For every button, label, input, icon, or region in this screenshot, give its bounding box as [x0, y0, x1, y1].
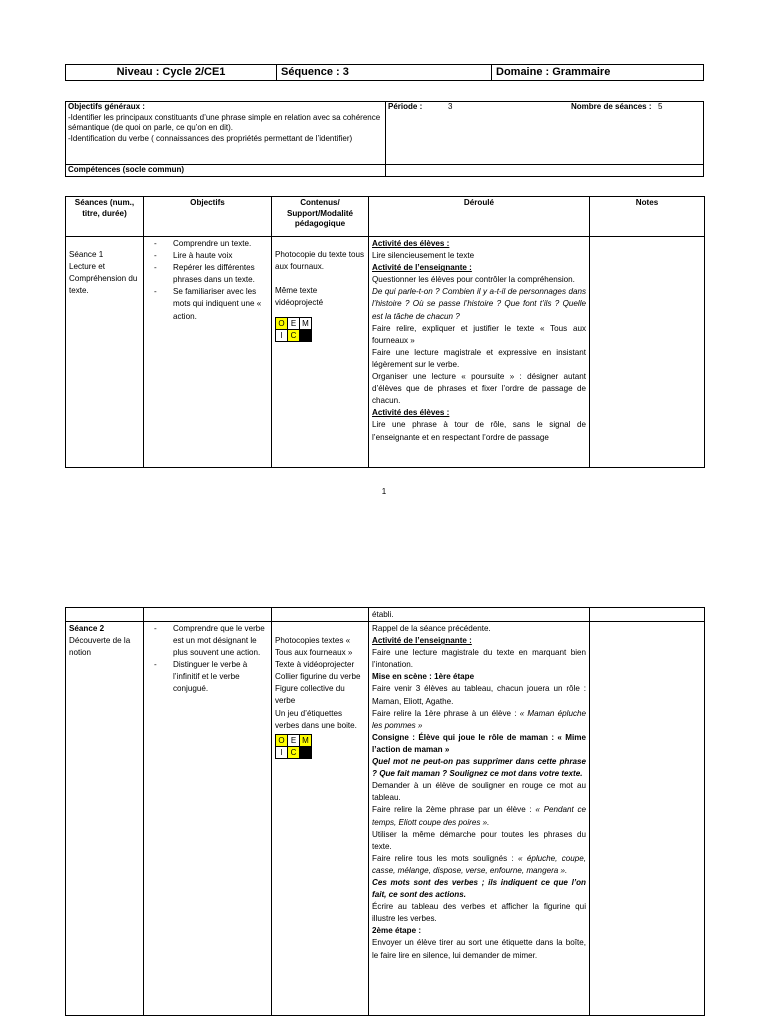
- deroule-text: Lire silencieusement le texte: [372, 251, 475, 261]
- list-item: - Se familiariser avec les mots qui indiquent une « action.: [147, 286, 268, 322]
- domaine: Domaine : Grammaire: [492, 65, 704, 81]
- list-item: - Comprendre un texte.: [147, 238, 268, 250]
- deroule-text: [372, 804, 586, 828]
- oem-grid: [275, 317, 312, 342]
- deroule-text: Écrire au tableau des verbes et afficher la figurine qui illustre les verbes.: [372, 902, 586, 924]
- deroule-text: Organiser une lecture « poursuite » : désigner autant d’élèves que de phrases et fixer l’ordre de passage de chacun.: [372, 372, 586, 406]
- objective-line-1: -Identifier les principaux constituants d’une phrase simple en relation avec sa cohérence sémantique (de quoi on parle, ce qu’on en dit).: [68, 112, 381, 133]
- col-deroule: Déroulé: [369, 197, 590, 237]
- deroule-text-part: Faire relire la 2ème phrase par un élève :: [372, 805, 536, 815]
- col-seances: Séances (num., titre, durée): [66, 197, 144, 237]
- carry-over-text: établi.: [369, 608, 590, 622]
- col-objectifs: Objectifs: [144, 197, 272, 237]
- list-item: - Distinguer le verbe à l’infinitif et le verbe conjugué.: [147, 659, 268, 695]
- deroule-text: Rappel de la séance précédente.: [372, 624, 491, 633]
- seance1-objectives: [147, 238, 268, 323]
- oem-e: E: [288, 318, 300, 330]
- activity-heading: Activité des élèves :: [372, 239, 450, 248]
- deroule-text: Faire relire, expliquer et justifier le texte « Tous aux fourneaux »: [372, 323, 586, 345]
- oem-grid: [275, 734, 312, 759]
- quote: « épluche, coupe, casse, mélange, dispose, verse, enfourne, mangera ».: [372, 853, 586, 875]
- step-heading: 2ème étape :: [372, 926, 422, 936]
- seances-value: 5: [658, 102, 663, 111]
- oem-e: E: [288, 734, 300, 746]
- oem-o: O: [276, 318, 288, 330]
- page-number: 1: [381, 487, 387, 496]
- seances-label: Nombre de séances :: [571, 102, 652, 111]
- lesson-table-page2: [65, 607, 705, 1016]
- question: Quel mot ne peut-on pas supprimer dans cette phrase ? Que fait maman ? Soulignez ce mot dans votre texte.: [372, 757, 586, 779]
- deroule-text: Faire une lecture magistrale et expressive en insistant légèrement sur le verbe.: [372, 347, 586, 369]
- seance2-support-3: Collier figurine du verbe: [275, 672, 361, 682]
- seance1-support-2: Même texte vidéoprojecté: [275, 286, 324, 308]
- seance1-support-1: Photocopie du texte tous aux fournaux.: [275, 250, 365, 272]
- conclusion: Ces mots sont des verbes ; ils indiquent ce que l’on fait, ce sont des actions.: [372, 877, 586, 900]
- competences: Compétences (socle commun): [66, 165, 386, 177]
- activity-heading: Activité de l’enseignante :: [372, 636, 472, 646]
- oem-c: C: [288, 746, 300, 758]
- deroule-text: Demander à un élève de souligner en rouge ce mot au tableau.: [372, 781, 586, 803]
- col-contenus: Contenus/ Support/Modalité pédagogique: [272, 197, 369, 237]
- seance1-notes: [590, 237, 705, 468]
- seance2-support-4: Figure collective du verbe: [275, 684, 345, 706]
- oem-m: M: [300, 318, 312, 330]
- deroule-text: [372, 708, 586, 732]
- lesson-table-page1: [65, 196, 705, 468]
- deroule-text: Utiliser la même démarche pour toutes les phrases du texte.: [372, 829, 586, 851]
- periode-value: 3: [448, 102, 453, 111]
- activity-heading: Activité des élèves :: [372, 408, 450, 418]
- seance2-support-5: Un jeu d’étiquettes verbes dans une boite.: [275, 708, 357, 730]
- quote: « Maman épluche les pommes »: [372, 708, 586, 730]
- seance2-support-2: Texte à vidéoprojecter: [275, 660, 355, 670]
- seance2-objectives: [147, 623, 268, 696]
- oem-o: O: [276, 734, 288, 746]
- seance1-subtitle: Lecture et Compréhension du texte.: [69, 262, 138, 296]
- objectives-title: Objectifs généraux :: [68, 102, 145, 111]
- seance2-subtitle: Découverte de la notion: [69, 636, 131, 658]
- deroule-text: Faire venir 3 élèves au tableau, chacun jouera un rôle : Maman, Eliott, Agathe.: [372, 684, 586, 706]
- seance2-notes: [590, 622, 705, 1016]
- deroule-text: Lire une phrase à tour de rôle, sans le signal de l’enseignante et en respectant l’ordre de passage: [372, 420, 586, 442]
- oem-m: M: [300, 734, 312, 746]
- oem-i: I: [276, 746, 288, 758]
- sequence: Séquence : 3: [277, 65, 492, 81]
- oem-i: I: [276, 330, 288, 342]
- deroule-text-part: Faire relire la 1ère phrase à un élève :: [372, 708, 520, 718]
- periode-label: Période :: [388, 102, 423, 111]
- list-item: - Comprendre que le verbe est un mot désignant le plus souvent une action.: [147, 623, 268, 659]
- deroule-text: Envoyer un élève tirer au sort une étiquette dans la boîte, le faire lire en silence, lui demander de mimer.: [372, 938, 586, 960]
- oem-c: C: [288, 330, 300, 342]
- list-item: - Repérer les différentes phrases dans un texte.: [147, 262, 268, 286]
- deroule-text-part: Faire relire tous les mots soulignés :: [372, 853, 519, 863]
- seance2-title: Séance 2: [69, 624, 105, 633]
- objectives-table: [65, 101, 704, 177]
- deroule-text: [372, 853, 586, 877]
- header-table: [65, 64, 704, 81]
- col-notes: Notes: [590, 197, 705, 237]
- deroule-text: Faire une lecture magistrale du texte en marquant bien l’intonation.: [372, 648, 586, 670]
- objective-line-2: -Identification du verbe ( connaissances des propriétés permettant de l’identifier): [68, 134, 353, 144]
- seance2-support-1: Photocopies textes « Tous aux fourneaux »: [275, 636, 353, 658]
- seance1-title: Séance 1: [69, 250, 104, 259]
- activity-heading: Activité de l’enseignante :: [372, 263, 472, 273]
- deroule-questions: De qui parle-t-on ? Combien il y a-t-il de personnages dans l’histoire ? Où se passe l’histoire ? Que font t’ils ? Quelle est la tâche de chacun ?: [372, 287, 586, 321]
- list-item: - Lire à haute voix: [147, 250, 268, 262]
- deroule-text: Questionner les élèves pour contrôler la compréhension.: [372, 275, 575, 285]
- niveau: Niveau : Cycle 2/CE1: [66, 65, 277, 81]
- quote: « Pendant ce temps, Eliott coupe des poires ».: [372, 805, 587, 827]
- step-heading: Mise en scène : 1ère étape: [372, 672, 475, 682]
- consigne: Consigne : Élève qui joue le rôle de maman : « Mime l’action de maman »: [372, 732, 586, 754]
